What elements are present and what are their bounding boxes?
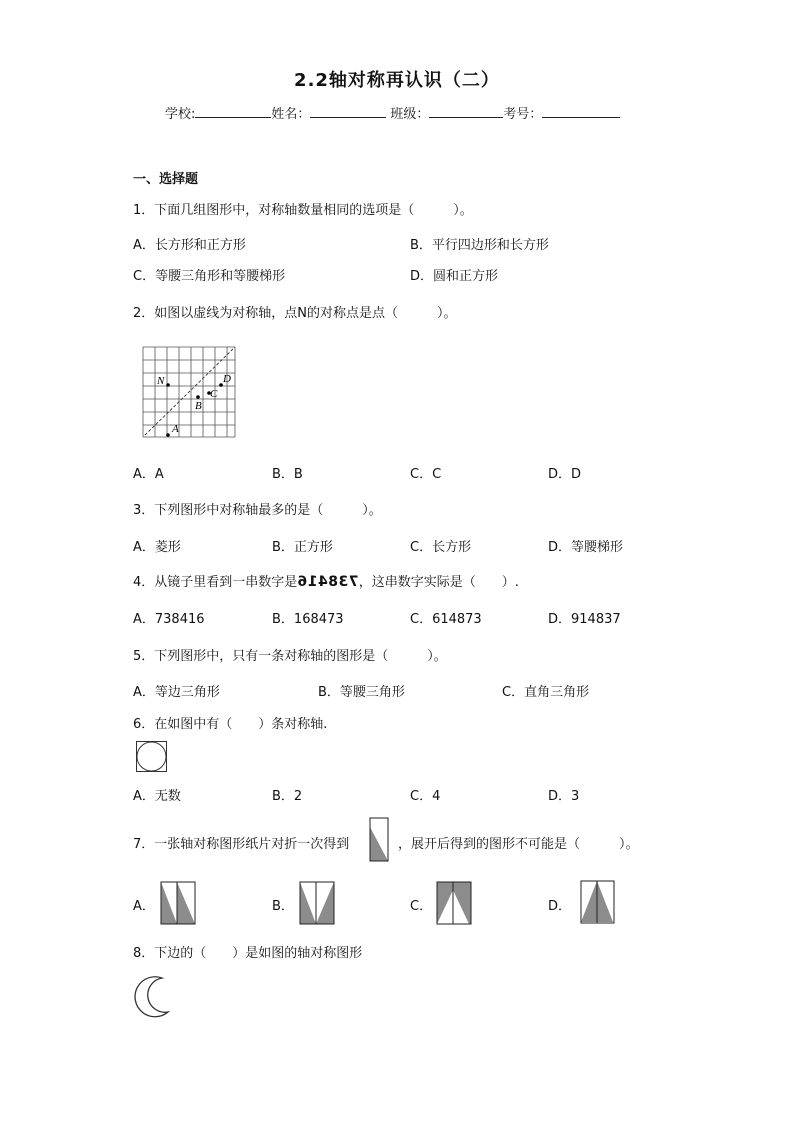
q7-option-d[interactable]: D． — [548, 899, 572, 914]
q3-option-a[interactable]: A．菱形 — [133, 540, 181, 555]
q1-option-a[interactable]: A．长方形和正方形 — [133, 238, 246, 253]
q6-option-d[interactable]: D．3 — [548, 789, 580, 804]
q5-option-b[interactable]: B．等腰三角形 — [318, 685, 405, 700]
q2-option-a[interactable]: A．A — [133, 467, 164, 482]
question-7-stem-before: 7．一张轴对称图形纸片对折一次得到 — [133, 837, 350, 852]
q7-option-a-figure[interactable] — [160, 880, 196, 926]
q1-option-c[interactable]: C．等腰三角形和等腰梯形 — [133, 269, 286, 284]
q4-option-b[interactable]: B．168473 — [272, 612, 344, 627]
question-4-stem — [133, 571, 519, 590]
school-field[interactable] — [195, 104, 271, 118]
q6-option-c[interactable]: C．4 — [410, 789, 441, 804]
mirror-number: 738416 — [297, 574, 359, 590]
q2-option-c[interactable]: C．C — [410, 467, 442, 482]
square-with-circle-figure — [136, 741, 168, 773]
q6-option-a[interactable]: A．无数 — [133, 789, 181, 804]
q7-option-d-figure[interactable] — [580, 878, 616, 926]
number-field[interactable] — [542, 104, 620, 118]
section-title: 一、选择题 — [133, 172, 199, 187]
crescent-moon-figure — [134, 972, 174, 1018]
folded-paper-figure — [369, 817, 389, 863]
question-5-stem: 5．下列图形中，只有一条对称轴的图形是（ ）。 — [133, 649, 447, 664]
q2-option-d[interactable]: D．D — [548, 467, 582, 482]
q4-option-a[interactable]: A．738416 — [133, 612, 205, 627]
point-label-c: C — [210, 388, 218, 400]
question-1-stem: 1．下面几组图形中，对称轴数量相同的选项是（ ）。 — [133, 203, 473, 218]
q1-option-d[interactable]: D．圆和正方形 — [410, 269, 499, 284]
q5-option-a[interactable]: A．等边三角形 — [133, 685, 220, 700]
class-field[interactable] — [429, 104, 503, 118]
point-label-n: N — [157, 375, 165, 387]
q2-option-b[interactable]: B．B — [272, 467, 303, 482]
q6-option-b[interactable]: B．2 — [272, 789, 303, 804]
q3-option-c[interactable]: C．长方形 — [410, 540, 472, 555]
point-label-d: D — [223, 373, 231, 385]
q7-option-b[interactable]: B． — [272, 899, 294, 914]
point-label-b: B — [195, 400, 202, 412]
name-field[interactable] — [310, 104, 386, 118]
q7-option-c-figure[interactable] — [436, 880, 472, 926]
student-info-row — [165, 103, 620, 122]
point-label-a: A — [172, 423, 179, 435]
q4-stem-after: ，这串数字实际是（ ）. — [358, 575, 519, 590]
school-label: 学校: — [165, 107, 196, 122]
page-title: 2.2轴对称再认识（二） — [294, 70, 500, 91]
number-label: 考号： — [503, 107, 543, 122]
q4-stem-before: 4．从镜子里看到一串数字是 — [133, 575, 298, 590]
class-label: 班级： — [390, 107, 430, 122]
q2-grid-figure — [143, 347, 239, 439]
question-2-stem: 2．如图以虚线为对称轴，点N的对称点是点（ ）。 — [133, 306, 457, 321]
q5-option-c[interactable]: C．直角三角形 — [502, 685, 590, 700]
q7-option-c[interactable]: C． — [410, 899, 433, 914]
q3-option-d[interactable]: D．等腰梯形 — [548, 540, 624, 555]
question-3-stem: 3．下列图形中对称轴最多的是（ ）。 — [133, 503, 382, 518]
q4-option-d[interactable]: D．914837 — [548, 612, 621, 627]
q1-option-b[interactable]: B．平行四边形和长方形 — [410, 238, 549, 253]
q3-option-b[interactable]: B．正方形 — [272, 540, 333, 555]
question-6-stem: 6．在如图中有（ ）条对称轴. — [133, 717, 328, 732]
name-label: 姓名： — [271, 107, 311, 122]
question-8-stem: 8．下边的（ ）是如图的轴对称图形 — [133, 946, 363, 961]
question-7-stem-after: ，展开后得到的图形不可能是（ ）。 — [398, 837, 639, 852]
q7-option-a[interactable]: A． — [133, 899, 155, 914]
q4-option-c[interactable]: C．614873 — [410, 612, 482, 627]
q7-option-b-figure[interactable] — [299, 880, 335, 926]
